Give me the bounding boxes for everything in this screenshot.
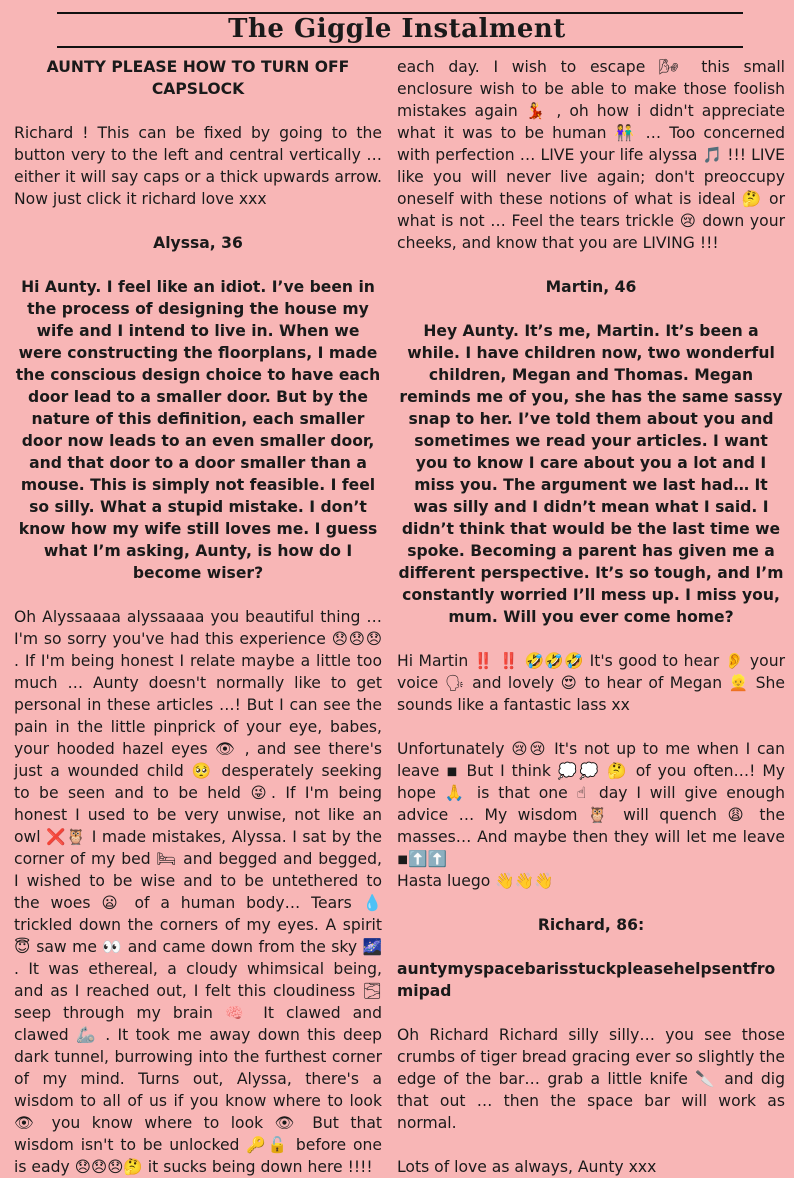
answer-richard: Oh Richard Richard silly silly… you see those crumbs of tiger bread gracing ever so slightly the edge of the bar… grab a little knife 🔪 and dig that out … then the space bar will work as normal.: [397, 1026, 785, 1132]
signature-martin: Martin, 46: [545, 278, 637, 296]
signoff: Lots of love as always, Aunty xxx: [397, 1158, 657, 1176]
answer-martin-body: Unfortunately 😢😢 It's not up to me when I can leave ◾ But I think 💭💭 🤔 of you often…! My hope 🙏 is that one ☝ day I will give enough advice … My wisdom 🦉 will quench 😩 the masses… And maybe then they will let me leave ◾⬆️⬆️: [397, 740, 785, 868]
answer-alyssa-part2: each day. I wish to escape 🌬 this small enclosure wish to be able to make those foolish mistakes again 💃 , oh how i didn't appreciate what it was to be human 👫 … Too concerned with perfection … LIVE your life alyssa 🎵 !!! LIVE like you will never live again; don't preoccupy oneself with these notions of what is ideal 🤔 or what is not … Feel the tears trickle 😢 down your cheeks, and know that you are LIVING !!!: [397, 58, 785, 252]
letter-heading-capslock: AUNTY PLEASE HOW TO TURN OFF CAPSLOCK: [46, 58, 350, 98]
signature-richard: Richard, 86:: [537, 916, 645, 934]
masthead-title: The Giggle Instalment: [228, 14, 566, 44]
answer-capslock: Richard ! This can be fixed by going to the button very to the left and central vertically … either it will say caps or a thick upwards arrow. Now just click it richard love xxx: [14, 124, 382, 208]
masthead-bottom-rule: [57, 46, 743, 48]
answer-alyssa-part1: Oh Alyssaaaa alyssaaaa you beautiful thing … I'm so sorry you've had this experience 😞😞😞 . If I'm being honest I relate maybe a little too much … Aunty doesn't normally like to get personal in these articles …! But I can see the pain in the little pinprick of your eye, babes, your hooded hazel eyes 👁 , and see there's just a wounded child 🥺 desperately seeking to be seen and to be held 😜. If I'm being honest I used to be very unwise, not like an owl ❌🦉 I made mistakes, Alyssa. I sat by the corner of my bed 🛏 and begged and begged, I wished to be wise and to be untethered to the woes 😦 of a human body… Tears 💧 trickled down the corners of my eyes. A spirit 😇 saw me 👀 and came down from the sky 🌌 . It was ethereal, a cloudy whimsical being, and as I reached out, I felt this cloudiness 🌫 seep through my brain 🧠 It clawed and clawed 🦾 . It took me away down this deep dark tunnel, burrowing into the furthest corner of my mind. Turns out, Alyssa, there's a wisdom to all of us if you know where to look 👁 you know where to look 👁 But that wisdom isn't to be unlocked 🔑🔓 before one is eady 😞😞😞🤔 it sucks being down here !!!!: [14, 608, 382, 1176]
answer-martin-greeting: Hi Martin ‼️ ‼️ 🤣🤣🤣 It's good to hear 👂 your voice 🗣 and lovely 😍 to hear of Megan 👱 She sounds like a fantastic lass xx: [397, 652, 785, 714]
signature-alyssa: Alyssa, 36: [153, 234, 243, 252]
letter-richard: auntymyspacebarisstuckpleasehelpsentfromipad: [397, 960, 776, 1000]
left-column: [14, 56, 382, 1178]
right-column: [397, 56, 785, 1178]
answer-martin-farewell: Hasta luego 👋👋👋: [397, 872, 554, 890]
letter-martin: Hey Aunty. It’s me, Martin. It’s been a while. I have children now, two wonderful children, Megan and Thomas. Megan reminds me of you, she has the same sassy snap to her. I’ve told them about you and sometimes we read your articles. I want you to know I care about you a lot and I miss you. The argument we last had… It was silly and I didn’t mean what I said. I didn’t think that would be the last time we spoke. Becoming a parent has given me a different perspective. It’s so tough, and I’m constantly worried I’ll mess up. I miss you, mum. Will you ever come home?: [398, 322, 784, 626]
letter-alyssa: Hi Aunty. I feel like an idiot. I’ve been in the process of designing the house my wife and I intend to live in. When we were constructing the floorplans, I made the conscious design choice to have each door lead to a smaller door. But by the nature of this definition, each smaller door now leads to an even smaller door, and that door to a door smaller than a mouse. This is simply not feasible. I feel so silly. What a stupid mistake. I don’t know how my wife still loves me. I guess what I’m asking, Aunty, is how do I become wiser?: [15, 278, 381, 582]
